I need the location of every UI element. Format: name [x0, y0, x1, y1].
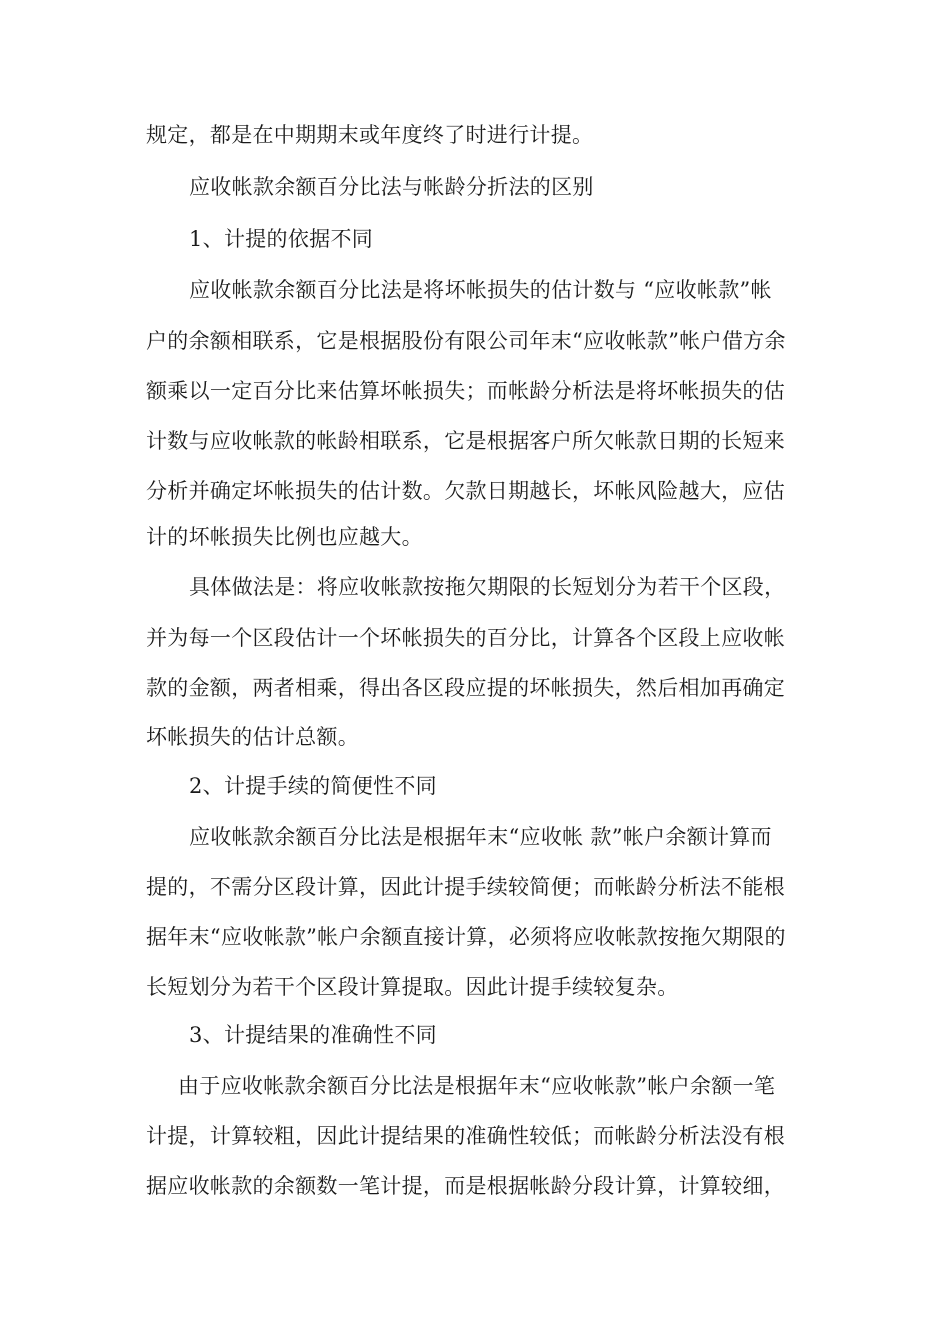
- text-line: 长短划分为若干个区段计算提取。因此计提手续较复杂。: [146, 975, 679, 999]
- text-line: 提的，不需分区段计算，因此计提手续较简便；而帐龄分析法不能根: [146, 875, 785, 899]
- text-line: 户的余额相联系，它是根据股份有限公司年末“应收帐款”帐户借方余: [146, 329, 786, 353]
- section-heading: 应收帐款余额百分比法与帐龄分折法的区别: [189, 175, 594, 199]
- text-line: 分析并确定坏帐损失的估计数。欠款日期越长，坏帐风险越大，应估: [146, 479, 785, 503]
- subsection-heading: 2、计提手续的简便性不同: [189, 774, 437, 798]
- text-line: 由于应收帐款余额百分比法是根据年末“应收帐款”帐户余额一笔: [178, 1074, 776, 1098]
- text-line: 款的金额，两者相乘，得出各区段应提的坏帐损失，然后相加再确定: [146, 676, 785, 700]
- text-line: 应收帐款余额百分比法是根据年末“应收帐 款”帐户余额计算而: [189, 825, 772, 849]
- text-line: 额乘以一定百分比来估算坏帐损失；而帐龄分析法是将坏帐损失的估: [146, 379, 785, 403]
- text-line: 据年末“应收帐款”帐户余额直接计算，必须将应收帐款按拖欠期限的: [146, 925, 786, 949]
- subsection-heading: 1、计提的依据不同: [189, 227, 374, 251]
- text-line: 规定，都是在中期期末或年度终了时进行计提。: [146, 123, 594, 147]
- text-line: 计数与应收帐款的帐龄相联系，它是根据客户所欠帐款日期的长短来: [146, 429, 785, 453]
- text-line: 计提，计算较粗，因此计提结果的准确性较低；而帐龄分析法没有根: [146, 1124, 785, 1148]
- text-line: 据应收帐款的余额数一笔计提，而是根据帐龄分段计算，计算较细，: [146, 1174, 785, 1198]
- subsection-heading: 3、计提结果的准确性不同: [189, 1023, 437, 1047]
- text-line: 并为每一个区段估计一个坏帐损失的百分比，计算各个区段上应收帐: [146, 626, 785, 650]
- text-line: 具体做法是：将应收帐款按拖欠期限的长短划分为若干个区段，: [189, 575, 786, 599]
- text-line: 计的坏帐损失比例也应越大。: [146, 525, 423, 549]
- text-line: 应收帐款余额百分比法是将坏帐损失的估计数与 “应收帐款”帐: [189, 278, 772, 302]
- text-line: 坏帐损失的估计总额。: [146, 725, 359, 749]
